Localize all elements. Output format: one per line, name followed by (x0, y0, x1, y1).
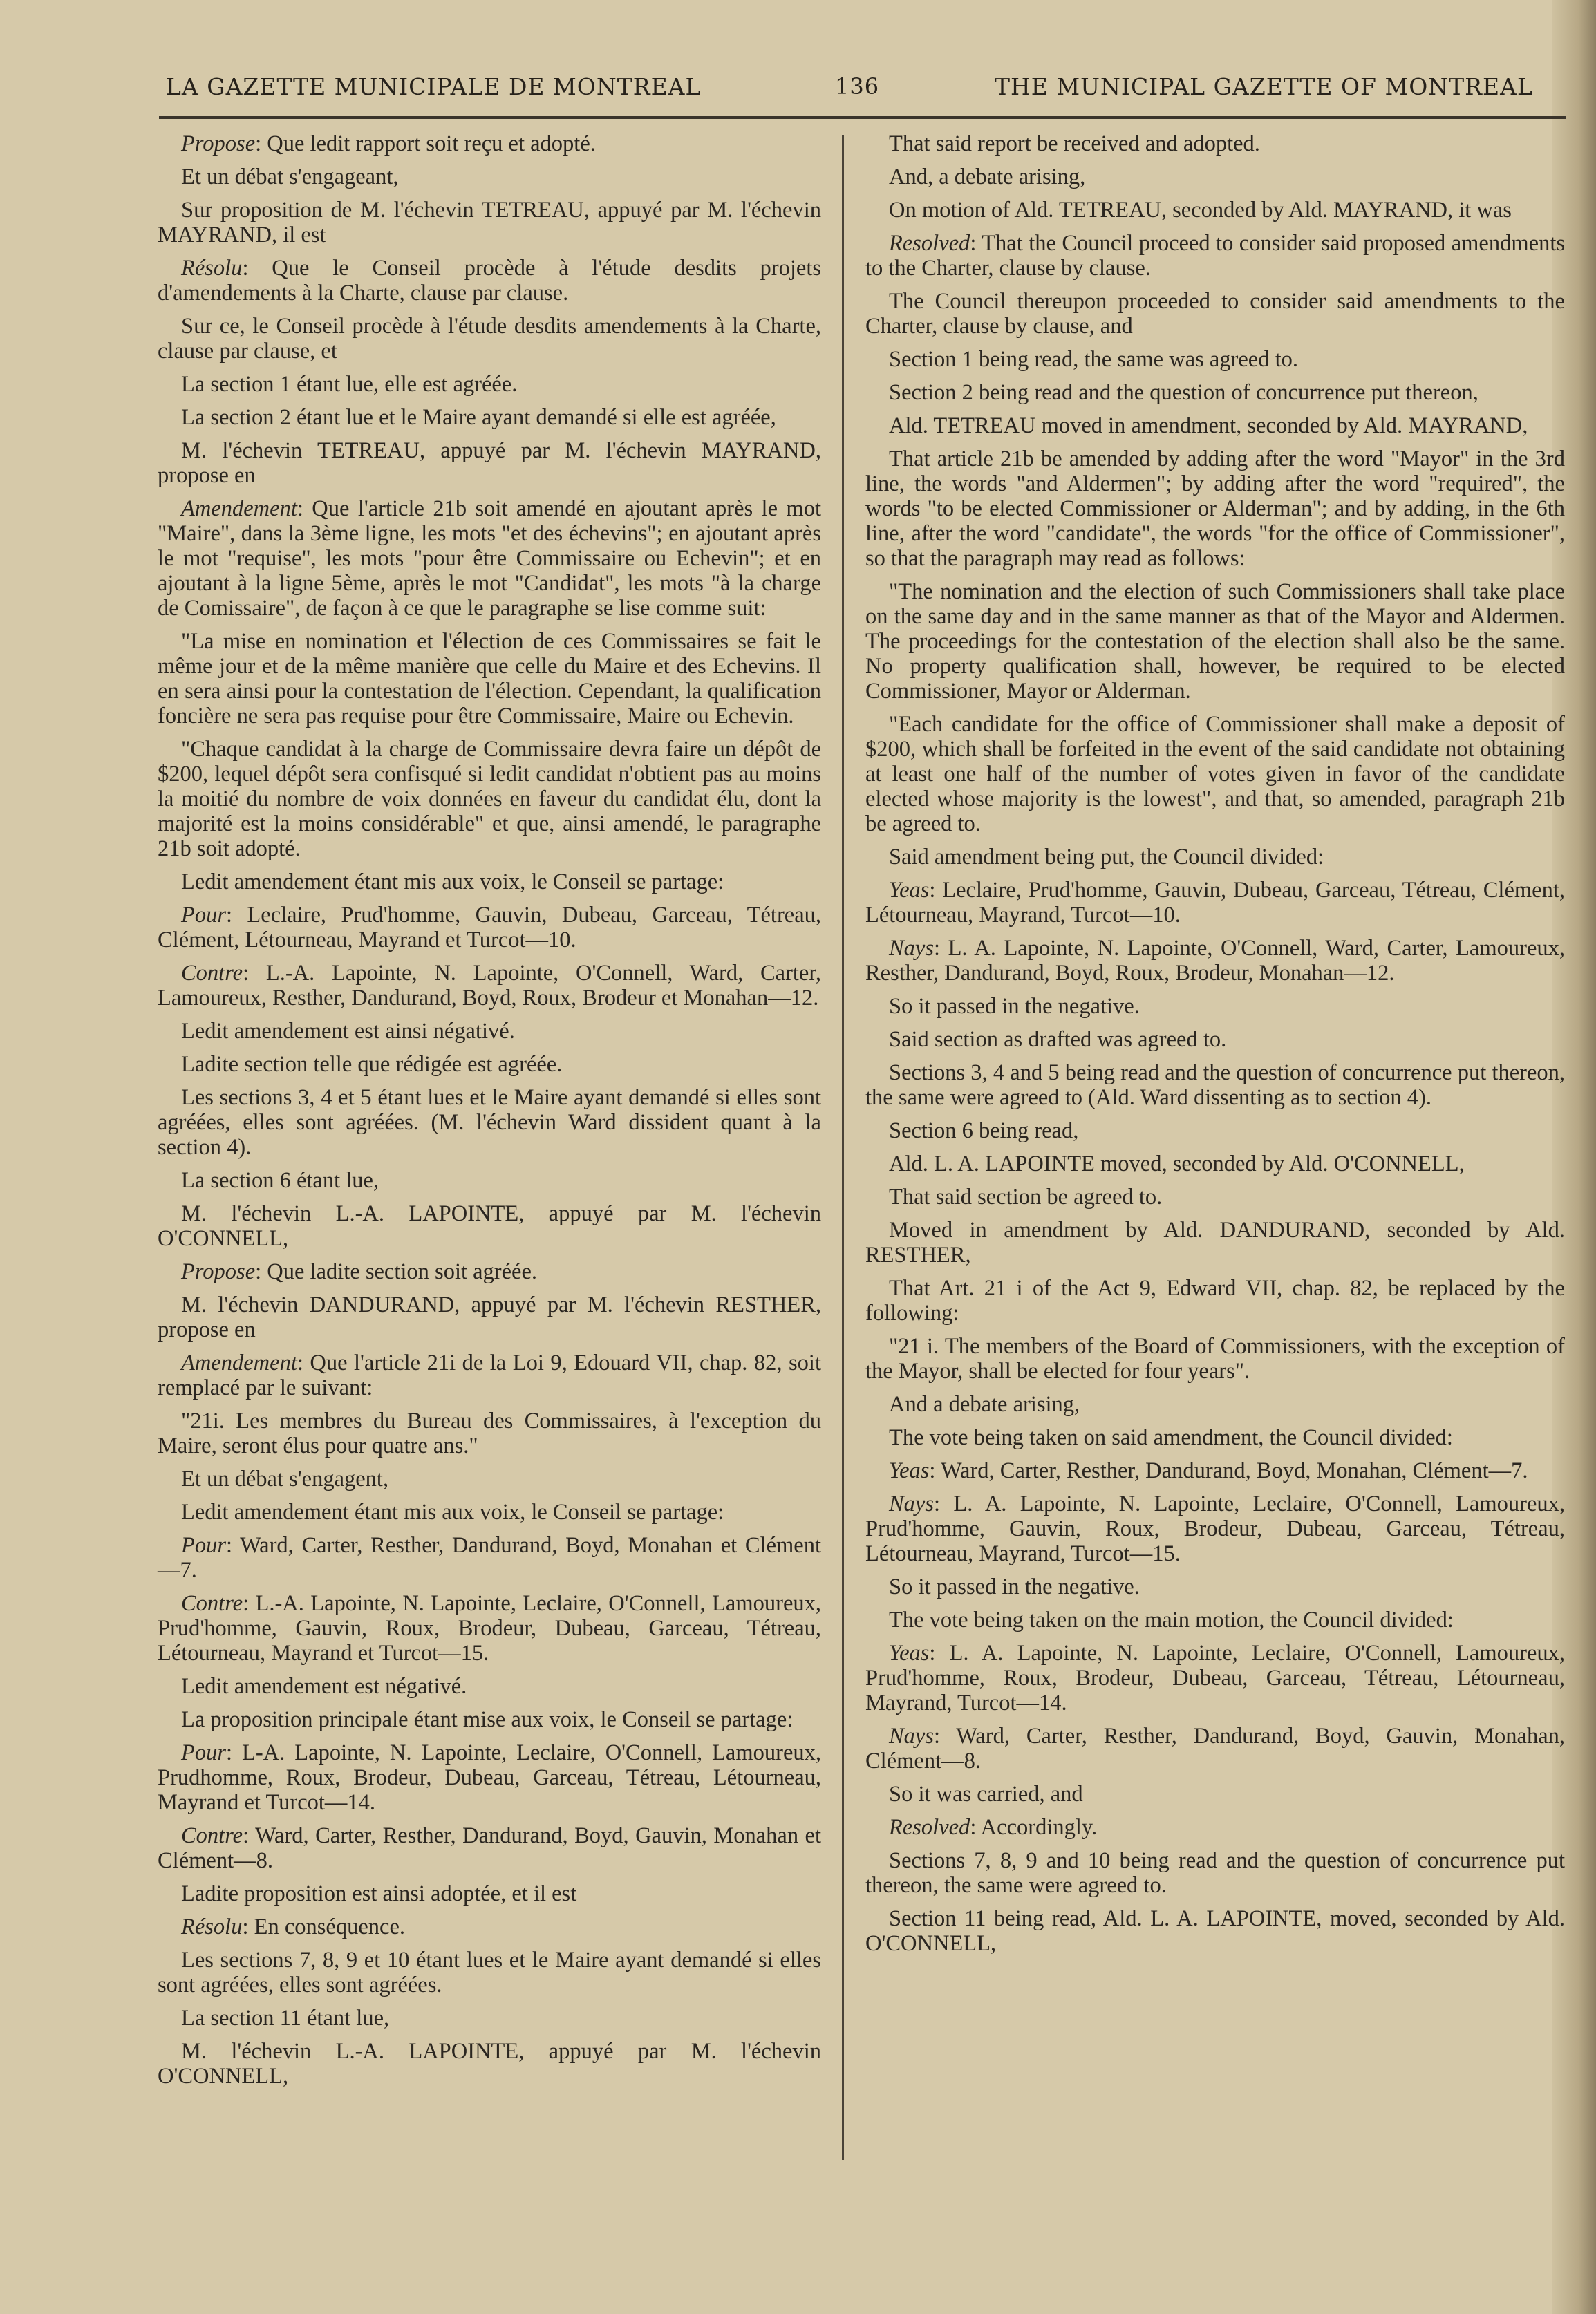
paragraph (865, 198, 1565, 223)
paragraph-text: Et un débat s'engagent, (181, 1467, 389, 1492)
paragraph (865, 231, 1565, 281)
italic-lead: Contre (181, 961, 243, 986)
italic-lead: Propose (181, 131, 256, 156)
paragraph (865, 347, 1565, 372)
paragraph-text: The vote being taken on said amendment, the Council divided: (889, 1425, 1453, 1450)
paragraph-text: : Leclaire, Prud'homme, Gauvin, Dubeau, Garceau, Tétreau, Clément, Létourneau, Mayrand et Turcot—10. (158, 903, 821, 952)
column-divider (842, 135, 844, 2160)
paragraph (158, 2006, 821, 2031)
paragraph-text: La section 2 étant lue et le Maire ayant demandé si elle est agréée, (181, 405, 776, 430)
paragraph (158, 131, 821, 156)
italic-lead: Pour (181, 1740, 226, 1765)
paragraph-text: Section 6 being read, (889, 1118, 1079, 1143)
paragraph (158, 438, 821, 488)
paragraph (158, 1168, 821, 1193)
paragraph (865, 1151, 1565, 1176)
header-rule (159, 116, 1566, 119)
paragraph-text: On motion of Ald. TETREAU, seconded by Ald. MAYRAND, it was (889, 198, 1512, 223)
paragraph (158, 1948, 821, 1997)
paragraph-text: Ledit amendement étant mis aux voix, le Conseil se partage: (181, 869, 724, 894)
italic-lead: Amendement (181, 1351, 297, 1375)
paragraph (158, 1409, 821, 1458)
paragraph (158, 903, 821, 952)
paragraph-text: : That the Council proceed to consider said proposed amendments to the Charter, clause by clause. (865, 231, 1565, 281)
paragraph (865, 1724, 1565, 1774)
paragraph (158, 737, 821, 861)
paragraph-text: Ledit amendement est négativé. (181, 1674, 467, 1699)
paragraph-text: That said report be received and adopted. (889, 131, 1260, 156)
paragraph-text: Ald. TETREAU moved in amendment, seconded by Ald. MAYRAND, (889, 413, 1528, 438)
paragraph-text: La section 11 étant lue, (181, 2006, 390, 2031)
italic-lead: Resolved (889, 231, 970, 256)
paragraph (158, 1351, 821, 1400)
paragraph (158, 2039, 821, 2089)
paragraph-text: Said section as drafted was agreed to. (889, 1027, 1227, 1052)
paragraph (158, 405, 821, 430)
header-english-title: THE MUNICIPAL GAZETTE OF MONTREAL (995, 73, 1533, 100)
paragraph-text: "Chaque candidat à la charge de Commissaire devra faire un dépôt de $200, lequel dépôt sera confisqué si ledit candidat n'obtient pas au moins la moitié du nombre de voix données en faveur du candidat élu, dont la majorité est la moins considérable" et que, ainsi amendé, le paragraphe 21b soit adopté. (158, 737, 821, 861)
paragraph (865, 845, 1565, 869)
paragraph-text: M. l'échevin TETREAU, appuyé par M. l'échevin MAYRAND, propose en (158, 438, 821, 488)
paragraph (865, 1425, 1565, 1450)
paragraph-text: Sections 3, 4 and 5 being read and the question of concurrence put thereon, the same were agreed to (Ald. Ward dissenting as to section 4). (865, 1060, 1565, 1110)
paragraph (865, 1392, 1565, 1417)
paragraph (865, 1906, 1565, 1956)
paragraph (865, 1276, 1565, 1326)
italic-lead: Propose (181, 1259, 256, 1284)
paragraph-text: That said section be agreed to. (889, 1185, 1163, 1210)
paragraph-text: The Council thereupon proceeded to consider said amendments to the Charter, clause by clause, and (865, 289, 1565, 339)
italic-lead: Résolu (181, 1915, 243, 1939)
paragraph (865, 1641, 1565, 1715)
paragraph-text: Ledit amendement étant mis aux voix, le Conseil se partage: (181, 1500, 724, 1525)
italic-lead: Résolu (181, 256, 243, 281)
italic-lead: Resolved (889, 1815, 970, 1840)
italic-lead: Amendement (181, 496, 297, 521)
paragraph (865, 1118, 1565, 1143)
paragraph (158, 1500, 821, 1525)
paragraph (158, 1533, 821, 1583)
paragraph (158, 1740, 821, 1815)
paragraph (158, 1259, 821, 1284)
paragraph (158, 1052, 821, 1077)
paragraph (158, 1881, 821, 1906)
paragraph-text: : Ward, Carter, Resther, Dandurand, Boyd, Gauvin, Monahan et Clément—8. (158, 1823, 821, 1873)
paragraph (158, 629, 821, 728)
italic-lead: Pour (181, 1533, 226, 1558)
paragraph (865, 446, 1565, 571)
paragraph-text: Ladite proposition est ainsi adoptée, et il est (181, 1881, 577, 1906)
paragraph (865, 1027, 1565, 1052)
paragraph-text: So it was carried, and (889, 1782, 1083, 1807)
paragraph-text: "21 i. The members of the Board of Commissioners, with the exception of the Mayor, shall be elected for four years". (865, 1334, 1565, 1384)
paragraph (865, 1334, 1565, 1384)
paragraph-text: : L.-A. Lapointe, N. Lapointe, Leclaire, O'Connell, Lamoureux, Prud'homme, Gauvin, Roux, Brodeur, Dubeau, Garceau, Tétreau, Létourneau, Mayrand et Turcot—15. (158, 1591, 821, 1666)
paragraph (158, 1467, 821, 1492)
paragraph-text: "The nomination and the election of such Commissioners shall take place on the same day and in the same manner as that of the Mayor and Aldermen. The proceedings for the contestation of the election shall also be the same. No property qualification shall, however, be required to be elected Commissioner, Mayor or Alderman. (865, 579, 1565, 704)
paragraph-text: The vote being taken on the main motion, the Council divided: (889, 1608, 1454, 1633)
paragraph (158, 1707, 821, 1732)
paragraph-text: Section 2 being read and the question of concurrence put thereon, (889, 380, 1478, 405)
paragraph-text: : Ward, Carter, Resther, Dandurand, Boyd, Monahan et Clément—7. (158, 1533, 821, 1583)
page-header (166, 68, 1548, 109)
paragraph-text: : Accordingly. (970, 1815, 1098, 1840)
paragraph-text: Said amendment being put, the Council divided: (889, 845, 1324, 869)
paragraph-text: That article 21b be amended by adding after the word "Mayor" in the 3rd line, the words "and Aldermen"; by adding after the word "required", the words "to be elected Commissioner or Alderman"; and by adding, in the 6th line, after the word "candidate", the words "for the office of Commissioner", so that the paragraph may read as follows: (865, 446, 1565, 571)
paragraph-text: : Que l'article 21b soit amendé en ajoutant après le mot "Maire", dans la 3ème ligne, les mots "et des échevins"; en ajoutant après le mot "requise", les mots "pour être Commissaire ou Echevin"; et en ajoutant à la ligne 5ème, après le mot "Candidat", les mots "à la charge de Comissaire", de façon à ce que le paragraphe se lise comme suit: (158, 496, 821, 621)
italic-lead: Contre (181, 1823, 243, 1848)
paragraph-text: M. l'échevin L.-A. LAPOINTE, appuyé par M. l'échevin O'CONNELL, (158, 1201, 821, 1251)
paragraph (158, 1201, 821, 1251)
paragraph-text: So it passed in the negative. (889, 994, 1140, 1019)
paragraph (158, 198, 821, 247)
paragraph (865, 1458, 1565, 1483)
paragraph-text: Sections 7, 8, 9 and 10 being read and the question of concurrence put thereon, the same were agreed to. (865, 1848, 1565, 1898)
paragraph-text: : Ward, Carter, Resther, Dandurand, Boyd, Monahan, Clément—7. (929, 1458, 1528, 1483)
paragraph-text: : L.-A. Lapointe, N. Lapointe, O'Connell, Ward, Carter, Lamoureux, Resther, Dandurand, Boyd, Roux, Brodeur et Monahan—12. (158, 961, 821, 1010)
french-column (158, 131, 821, 2097)
paragraph-text: So it passed in the negative. (889, 1574, 1140, 1599)
paragraph-text: : Ward, Carter, Resther, Dandurand, Boyd, Gauvin, Monahan, Clément—8. (865, 1724, 1565, 1774)
paragraph-text: Et un débat s'engageant, (181, 164, 399, 189)
paragraph-text: : L. A. Lapointe, N. Lapointe, O'Connell, Ward, Carter, Lamoureux, Resther, Dandurand, Boyd, Roux, Brodeur, Monahan—12. (865, 936, 1565, 986)
paragraph (158, 1674, 821, 1699)
paragraph (158, 372, 821, 397)
paragraph-text: Ald. L. A. LAPOINTE moved, seconded by Ald. O'CONNELL, (889, 1151, 1465, 1176)
paragraph-text: : Que ladite section soit agréée. (255, 1259, 538, 1284)
paragraph (158, 1591, 821, 1666)
paragraph-text: That Art. 21 i of the Act 9, Edward VII, chap. 82, be replaced by the following: (865, 1276, 1565, 1326)
paragraph-text: : Leclaire, Prud'homme, Gauvin, Dubeau, Garceau, Tétreau, Clément, Létourneau, Mayrand, Turcot—10. (865, 878, 1565, 928)
paragraph (865, 1608, 1565, 1633)
paragraph (865, 1218, 1565, 1268)
italic-lead: Yeas (889, 1641, 930, 1666)
paragraph (865, 380, 1565, 405)
paragraph-text: : Que le Conseil procède à l'étude desdits projets d'amendements à la Charte, clause par clause. (158, 256, 821, 305)
paragraph-text: : Que ledit rapport soit reçu et adopté. (255, 131, 596, 156)
paragraph (158, 164, 821, 189)
page-number: 136 (835, 73, 880, 100)
paragraph-text: : L. A. Lapointe, N. Lapointe, Leclaire, O'Connell, Lamoureux, Prud'homme, Gauvin, Roux, Brodeur, Dubeau, Garceau, Tétreau, Létourneau, Mayrand, Turcot—15. (865, 1492, 1565, 1566)
paragraph (158, 1085, 821, 1160)
paragraph-text: : En conséquence. (242, 1915, 405, 1939)
italic-lead: Contre (181, 1591, 243, 1616)
paragraph-text: Les sections 3, 4 et 5 étant lues et le Maire ayant demandé si elles sont agréées, elles sont agréées. (M. l'échevin Ward dissident quant à la section 4). (158, 1085, 821, 1160)
italic-lead: Yeas (889, 878, 930, 903)
italic-lead: Nays (889, 1724, 934, 1749)
paragraph-text: Moved in amendment by Ald. DANDURAND, seconded by Ald. RESTHER, (865, 1218, 1565, 1268)
paragraph (865, 878, 1565, 928)
paragraph (158, 256, 821, 305)
paragraph-text: "Each candidate for the office of Commissioner shall make a deposit of $200, which shall be forfeited in the event of the said candidate not obtaining at least one half of the number of votes given in favor of the candidate elected whose majority is the lowest", and that, so amended, paragraph 21b be agreed to. (865, 712, 1565, 836)
paragraph (865, 579, 1565, 704)
paragraph-text: "La mise en nomination et l'élection de ces Commissaires se fait le même jour et de la même manière que celle du Maire et des Echevins. Il en sera ainsi pour la contestation de l'élection. Cependant, la qualification foncière ne sera pas requise pour être Commissaire, Maire ou Echevin. (158, 629, 821, 728)
paragraph-text: La section 1 étant lue, elle est agréée. (181, 372, 518, 397)
paragraph (865, 1060, 1565, 1110)
paragraph-text: : Que l'article 21i de la Loi 9, Edouard VII, chap. 82, soit remplacé par le suivant: (158, 1351, 821, 1400)
paragraph (158, 1019, 821, 1044)
paragraph (865, 289, 1565, 339)
italic-lead: Yeas (889, 1458, 930, 1483)
paragraph-text: Les sections 7, 8, 9 et 10 étant lues et le Maire ayant demandé si elles sont agréées, elles sont agréées. (158, 1948, 821, 1997)
paragraph (865, 1185, 1565, 1210)
paragraph-text: Section 1 being read, the same was agreed to. (889, 347, 1299, 372)
paragraph (158, 1915, 821, 1939)
paragraph-text: And a debate arising, (889, 1392, 1080, 1417)
italic-lead: Nays (889, 936, 934, 961)
paragraph-text: Ladite section telle que rédigée est agréée. (181, 1052, 563, 1077)
paragraph-text: Sur ce, le Conseil procède à l'étude desdits amendements à la Charte, clause par clause, et (158, 314, 821, 364)
paragraph-text: M. l'échevin DANDURAND, appuyé par M. l'échevin RESTHER, propose en (158, 1292, 821, 1342)
paragraph (865, 1574, 1565, 1599)
paragraph (865, 1815, 1565, 1840)
paragraph (865, 1492, 1565, 1566)
paragraph (865, 413, 1565, 438)
header-french-title: LA GAZETTE MUNICIPALE DE MONTREAL (166, 73, 702, 100)
paragraph (865, 1782, 1565, 1807)
paragraph-text: And, a debate arising, (889, 164, 1086, 189)
italic-lead: Pour (181, 903, 226, 928)
paragraph (158, 496, 821, 621)
paragraph (865, 164, 1565, 189)
paragraph (158, 869, 821, 894)
paragraph-text: La section 6 étant lue, (181, 1168, 379, 1193)
paragraph-text: Ledit amendement est ainsi négativé. (181, 1019, 515, 1044)
paragraph (158, 961, 821, 1010)
italic-lead: Nays (889, 1492, 934, 1516)
paragraph-text: : L. A. Lapointe, N. Lapointe, Leclaire, O'Connell, Lamoureux, Prud'homme, Roux, Brodeur, Dubeau, Garceau, Tétreau, Létourneau, Mayrand, Turcot—14. (865, 1641, 1565, 1715)
english-column (865, 131, 1565, 1964)
paragraph-text: La proposition principale étant mise aux voix, le Conseil se partage: (181, 1707, 794, 1732)
paragraph (865, 1848, 1565, 1898)
paragraph (865, 936, 1565, 986)
paragraph-text: : L-A. Lapointe, N. Lapointe, Leclaire, O'Connell, Lamoureux, Prudhomme, Roux, Brodeur, Dubeau, Garceau, Tétreau, Létourneau, Mayrand et Turcot—14. (158, 1740, 821, 1815)
paragraph (158, 314, 821, 364)
paragraph (865, 994, 1565, 1019)
paragraph-text: Section 11 being read, Ald. L. A. LAPOINTE, moved, seconded by Ald. O'CONNELL, (865, 1906, 1565, 1956)
paragraph (158, 1292, 821, 1342)
paragraph-text: M. l'échevin L.-A. LAPOINTE, appuyé par M. l'échevin O'CONNELL, (158, 2039, 821, 2089)
paragraph-text: Sur proposition de M. l'échevin TETREAU, appuyé par M. l'échevin MAYRAND, il est (158, 198, 821, 247)
paragraph (865, 131, 1565, 156)
paragraph (158, 1823, 821, 1873)
paragraph-text: "21i. Les membres du Bureau des Commissaires, à l'exception du Maire, seront élus pour quatre ans." (158, 1409, 821, 1458)
paragraph (865, 712, 1565, 836)
